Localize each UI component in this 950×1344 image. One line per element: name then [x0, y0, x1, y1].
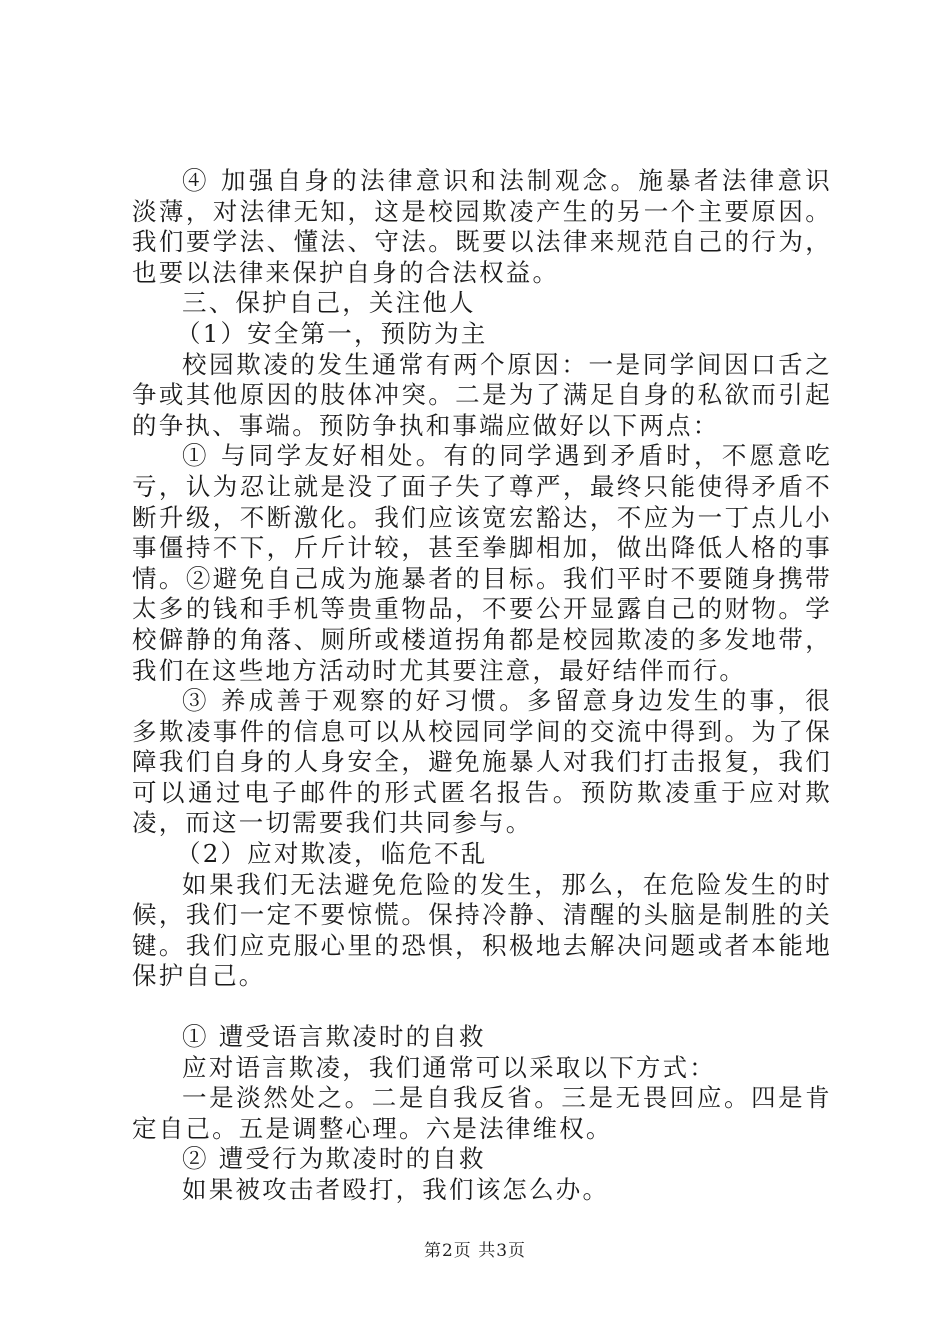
- item-verbal-bullying-heading: ① 遭受语言欺凌时的自救: [182, 1022, 486, 1052]
- page-number-footer: 第2页 共3页: [423, 1241, 527, 1261]
- paragraph-legal-awareness: ④ 加强自身的法律意识和法制观念。施暴者法律意识淡薄，对法律无知，这是校园欺凌产生的另一个主要原因。我们要学法、懂法、守法。既要以法律来规范自己的行为，也要以法律来保护自身的合法权益。: [132, 166, 832, 287]
- paragraph-get-along: ① 与同学友好相处。有的同学遇到矛盾时，不愿意吃亏，认为忍让就是没了面子失了尊严，最终只能使得矛盾不断升级，不断激化。我们应该宽宏豁达，不应为一丁点儿小事僵持不下，斤斤计较，甚至拳脚相加，做出降低人格的事情。②避免自己成为施暴者的目标。我们平时不要随身携带太多的钱和手机等贵重物品，不要公开显露自己的财物。学校僻静的角落、厕所或楼道拐角都是校园欺凌的多发地带，我们在这些地方活动时尤其要注意，最好结伴而行。: [132, 441, 832, 685]
- paragraph-verbal-methods: 一是淡然处之。二是自我反省。三是无畏回应。四是肯定自己。五是调整心理。六是法律维权。: [132, 1083, 832, 1143]
- subheading-respond-calmly: （2）应对欺凌，临危不乱: [176, 839, 488, 869]
- paragraph-stay-calm: 如果我们无法避免危险的发生，那么，在危险发生的时候，我们一定不要惊慌。保持冷静、清醒的头脑是制胜的关键。我们应克服心里的恐惧，积极地去解决问题或者本能地保护自己。: [132, 869, 832, 991]
- paragraph-verbal-methods-intro: 应对语言欺凌，我们通常可以采取以下方式：: [182, 1052, 716, 1082]
- paragraph-gap: [132, 992, 832, 1022]
- section-heading-protect-self: 三、保护自己，关注他人: [182, 288, 476, 318]
- document-body: [132, 166, 832, 1206]
- subheading-safety-first: （1）安全第一，预防为主: [176, 318, 488, 348]
- item-physical-bullying-heading: ② 遭受行为欺凌时的自救: [182, 1144, 486, 1174]
- paragraph-physical-question: 如果被攻击者殴打，我们该怎么办。: [182, 1175, 610, 1204]
- paragraph-bullying-causes: 校园欺凌的发生通常有两个原因：一是同学间因口舌之争或其他原因的肢体冲突。二是为了满足自身的私欲而引起的争执、事端。预防争执和事端应做好以下两点：: [132, 349, 832, 440]
- paragraph-observation-habit: ③ 养成善于观察的好习惯。多留意身边发生的事，很多欺凌事件的信息可以从校园同学间的交流中得到。为了保障我们自身的人身安全，避免施暴人对我们打击报复，我们可以通过电子邮件的形式匿名报告。预防欺凌重于应对欺凌，而这一切需要我们共同参与。: [132, 686, 832, 838]
